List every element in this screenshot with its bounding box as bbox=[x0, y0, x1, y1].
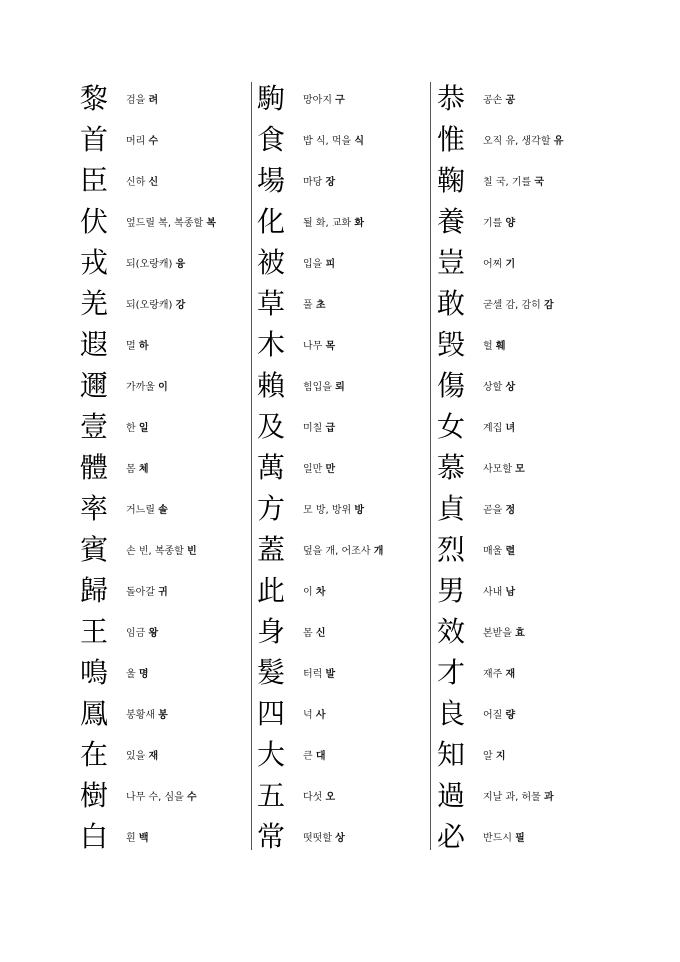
hanja-character: 知 bbox=[437, 737, 466, 771]
hanja-meaning bbox=[126, 665, 149, 680]
character-entry bbox=[437, 652, 617, 693]
meaning-text: 손 빈, 복종할 bbox=[126, 546, 184, 557]
hanja-meaning bbox=[126, 583, 168, 598]
character-entry bbox=[437, 160, 617, 201]
hanja-meaning bbox=[126, 91, 158, 106]
hanja-character: 體 bbox=[80, 450, 109, 484]
reading-sound: 화 bbox=[354, 218, 365, 229]
hanja-character: 及 bbox=[257, 409, 286, 443]
hanja-meaning bbox=[303, 255, 335, 270]
reading-sound: 백 bbox=[138, 833, 149, 844]
character-entry bbox=[257, 78, 437, 119]
character-entry bbox=[437, 201, 617, 242]
character-entry bbox=[437, 488, 617, 529]
hanja-meaning bbox=[126, 173, 158, 188]
hanja-character: 貞 bbox=[437, 491, 466, 525]
meaning-text: 되(오랑캐) bbox=[126, 300, 173, 311]
hanja-meaning bbox=[483, 337, 506, 352]
reading-sound: 과 bbox=[544, 792, 554, 803]
meaning-text: 한 bbox=[126, 423, 136, 434]
character-entry bbox=[437, 816, 617, 857]
hanja-meaning bbox=[483, 501, 515, 516]
character-entry bbox=[257, 693, 437, 734]
hanja-meaning bbox=[126, 255, 185, 270]
hanja-character: 賴 bbox=[257, 368, 286, 402]
meaning-text: 어질 bbox=[483, 710, 503, 721]
character-entry bbox=[257, 529, 437, 570]
hanja-character: 效 bbox=[437, 614, 466, 648]
hanja-meaning bbox=[483, 624, 525, 639]
hanja-meaning bbox=[303, 624, 326, 639]
hanja-character: 鳳 bbox=[80, 696, 109, 730]
character-entry bbox=[437, 365, 617, 406]
hanja-meaning bbox=[483, 255, 515, 270]
character-entry bbox=[257, 242, 437, 283]
hanja-character: 養 bbox=[437, 204, 466, 238]
reading-sound: 만 bbox=[325, 464, 336, 475]
meaning-text: 가까울 bbox=[126, 382, 155, 393]
reading-sound: 구 bbox=[335, 95, 345, 106]
meaning-text: 될 화, 교화 bbox=[303, 218, 352, 229]
reading-sound: 개 bbox=[373, 546, 384, 557]
character-entry bbox=[437, 242, 617, 283]
character-entry bbox=[257, 406, 437, 447]
hanja-character: 蓋 bbox=[257, 532, 286, 566]
meaning-text: 오직 유, 생각할 bbox=[483, 136, 551, 147]
meaning-text: 이 bbox=[303, 587, 313, 598]
meaning-text: 덮을 개, 어조사 bbox=[303, 546, 371, 557]
meaning-text: 마당 bbox=[303, 177, 323, 188]
meaning-text: 일만 bbox=[303, 464, 323, 475]
meaning-text: 상할 bbox=[483, 382, 503, 393]
hanja-meaning bbox=[303, 747, 326, 762]
meaning-text: 임금 bbox=[126, 628, 146, 639]
reading-sound: 상 bbox=[505, 382, 516, 393]
meaning-text: 멀 bbox=[126, 341, 136, 352]
hanja-character: 遐 bbox=[80, 327, 109, 361]
character-entry bbox=[257, 775, 437, 816]
reading-sound: 량 bbox=[505, 710, 516, 721]
character-entry bbox=[437, 406, 617, 447]
reading-sound: 재 bbox=[505, 669, 516, 680]
meaning-text: 칠 국, 기를 bbox=[483, 177, 532, 188]
hanja-meaning bbox=[483, 788, 554, 803]
character-entry bbox=[437, 611, 617, 652]
hanja-character: 黎 bbox=[80, 81, 109, 115]
hanja-character: 率 bbox=[80, 491, 109, 525]
reading-sound: 감 bbox=[544, 300, 554, 311]
meaning-text: 울 bbox=[126, 669, 136, 680]
meaning-text: 사모할 bbox=[483, 464, 512, 475]
hanja-character: 首 bbox=[80, 122, 109, 156]
hanja-character: 烈 bbox=[437, 532, 466, 566]
hanja-character: 豈 bbox=[437, 245, 466, 279]
character-entry bbox=[437, 570, 617, 611]
character-entry bbox=[257, 488, 437, 529]
hanja-meaning bbox=[303, 91, 345, 106]
meaning-text: 풀 bbox=[303, 300, 313, 311]
meaning-text: 검을 bbox=[126, 95, 146, 106]
reading-sound: 차 bbox=[315, 587, 326, 598]
hanja-meaning bbox=[126, 706, 168, 721]
meaning-text: 반드시 bbox=[483, 833, 512, 844]
reading-sound: 왕 bbox=[148, 628, 159, 639]
meaning-text: 거느릴 bbox=[126, 505, 155, 516]
character-entry bbox=[257, 734, 437, 775]
reading-sound: 국 bbox=[534, 177, 545, 188]
character-entry bbox=[80, 78, 260, 119]
character-entry bbox=[437, 693, 617, 734]
hanja-character: 被 bbox=[257, 245, 286, 279]
meaning-text: 나무 수, 심을 bbox=[126, 792, 184, 803]
hanja-character: 毁 bbox=[437, 327, 466, 361]
hanja-meaning bbox=[483, 419, 515, 434]
hanja-meaning bbox=[126, 337, 149, 352]
hanja-meaning bbox=[303, 501, 364, 516]
hanja-character: 歸 bbox=[80, 573, 109, 607]
hanja-meaning bbox=[303, 378, 345, 393]
hanja-meaning bbox=[303, 460, 335, 475]
character-entry bbox=[437, 529, 617, 570]
hanja-meaning bbox=[303, 296, 326, 311]
character-entry bbox=[80, 242, 260, 283]
character-entry bbox=[80, 406, 260, 447]
hanja-character: 大 bbox=[257, 737, 286, 771]
character-entry bbox=[257, 201, 437, 242]
meaning-text: 모 방, 방위 bbox=[303, 505, 352, 516]
reading-sound: 솔 bbox=[158, 505, 168, 516]
meaning-text: 헐 bbox=[483, 341, 493, 352]
reading-sound: 훼 bbox=[495, 341, 506, 352]
character-entry bbox=[80, 160, 260, 201]
character-entry bbox=[437, 447, 617, 488]
hanja-character: 木 bbox=[257, 327, 286, 361]
hanja-character: 四 bbox=[257, 696, 286, 730]
reading-sound: 융 bbox=[175, 259, 186, 270]
character-entry bbox=[80, 734, 260, 775]
character-entry bbox=[257, 570, 437, 611]
character-entry bbox=[80, 611, 260, 652]
hanja-meaning bbox=[303, 214, 364, 229]
hanja-meaning bbox=[483, 583, 515, 598]
hanja-meaning bbox=[126, 214, 216, 229]
hanja-meaning bbox=[303, 829, 345, 844]
reading-sound: 사 bbox=[315, 710, 326, 721]
reading-sound: 초 bbox=[315, 300, 326, 311]
hanja-character: 鞠 bbox=[437, 163, 466, 197]
hanja-meaning bbox=[126, 378, 168, 393]
reading-sound: 렬 bbox=[505, 546, 516, 557]
hanja-meaning bbox=[483, 706, 515, 721]
hanja-meaning bbox=[126, 460, 149, 475]
hanja-character: 萬 bbox=[257, 450, 286, 484]
hanja-character: 戎 bbox=[80, 245, 109, 279]
character-entry bbox=[437, 78, 617, 119]
reading-sound: 체 bbox=[138, 464, 149, 475]
hanja-character: 伏 bbox=[80, 204, 109, 238]
hanja-character: 必 bbox=[437, 819, 466, 853]
hanja-character: 鳴 bbox=[80, 655, 109, 689]
hanja-character: 敢 bbox=[437, 286, 466, 320]
hanja-character: 場 bbox=[257, 163, 286, 197]
character-entry bbox=[257, 324, 437, 365]
hanja-character: 常 bbox=[257, 819, 286, 853]
reading-sound: 정 bbox=[505, 505, 516, 516]
character-entry bbox=[257, 447, 437, 488]
reading-sound: 대 bbox=[315, 751, 326, 762]
meaning-text: 다섯 bbox=[303, 792, 323, 803]
reading-sound: 귀 bbox=[158, 587, 168, 598]
reading-sound: 지 bbox=[495, 751, 506, 762]
character-entry bbox=[437, 283, 617, 324]
hanja-meaning bbox=[483, 214, 515, 229]
meaning-text: 흰 bbox=[126, 833, 136, 844]
meaning-text: 공손 bbox=[483, 95, 503, 106]
hanja-character: 駒 bbox=[257, 81, 286, 115]
hanja-character: 五 bbox=[257, 778, 286, 812]
meaning-text: 나무 bbox=[303, 341, 323, 352]
character-entry bbox=[437, 734, 617, 775]
character-entry bbox=[80, 201, 260, 242]
reading-sound: 하 bbox=[138, 341, 149, 352]
hanja-character: 身 bbox=[257, 614, 286, 648]
reading-sound: 방 bbox=[354, 505, 365, 516]
hanja-meaning bbox=[126, 788, 197, 803]
hanja-character: 食 bbox=[257, 122, 286, 156]
column-2 bbox=[257, 78, 437, 857]
character-entry bbox=[80, 816, 260, 857]
hanja-character: 壹 bbox=[80, 409, 109, 443]
hanja-meaning bbox=[483, 460, 525, 475]
character-entry bbox=[257, 283, 437, 324]
meaning-text: 큰 bbox=[303, 751, 313, 762]
meaning-text: 망아지 bbox=[303, 95, 332, 106]
meaning-text: 힘입을 bbox=[303, 382, 332, 393]
hanja-character: 臣 bbox=[80, 163, 109, 197]
reading-sound: 목 bbox=[325, 341, 336, 352]
hanja-meaning bbox=[483, 829, 525, 844]
meaning-text: 있을 bbox=[126, 751, 146, 762]
hanja-character: 白 bbox=[80, 819, 109, 853]
character-entry bbox=[437, 119, 617, 160]
meaning-text: 사내 bbox=[483, 587, 503, 598]
reading-sound: 오 bbox=[325, 792, 336, 803]
reading-sound: 수 bbox=[187, 792, 197, 803]
reading-sound: 빈 bbox=[187, 546, 197, 557]
hanja-character: 傷 bbox=[437, 368, 466, 402]
reading-sound: 남 bbox=[505, 587, 516, 598]
hanja-meaning bbox=[483, 296, 554, 311]
hanja-character: 惟 bbox=[437, 122, 466, 156]
character-entry bbox=[80, 652, 260, 693]
meaning-text: 몸 bbox=[303, 628, 313, 639]
hanja-meaning bbox=[303, 788, 335, 803]
hanja-meaning bbox=[303, 337, 335, 352]
reading-sound: 뢰 bbox=[335, 382, 345, 393]
character-entry bbox=[80, 693, 260, 734]
meaning-text: 계집 bbox=[483, 423, 503, 434]
hanja-character: 草 bbox=[257, 286, 286, 320]
hanja-character: 恭 bbox=[437, 81, 466, 115]
meaning-text: 굳셀 감, 감히 bbox=[483, 300, 541, 311]
hanja-meaning bbox=[126, 501, 168, 516]
reading-sound: 발 bbox=[325, 669, 336, 680]
reading-sound: 봉 bbox=[158, 710, 168, 721]
reading-sound: 명 bbox=[138, 669, 149, 680]
meaning-text: 신하 bbox=[126, 177, 146, 188]
hanja-character: 過 bbox=[437, 778, 466, 812]
hanja-meaning bbox=[126, 132, 158, 147]
reading-sound: 복 bbox=[206, 218, 217, 229]
meaning-text: 머리 bbox=[126, 136, 146, 147]
hanja-meaning bbox=[126, 624, 158, 639]
hanja-character: 樹 bbox=[80, 778, 109, 812]
character-entry bbox=[80, 570, 260, 611]
meaning-text: 지날 과, 허물 bbox=[483, 792, 541, 803]
reading-sound: 식 bbox=[354, 136, 365, 147]
hanja-meaning bbox=[483, 132, 563, 147]
character-entry bbox=[257, 816, 437, 857]
hanja-meaning bbox=[303, 706, 326, 721]
hanja-character: 髮 bbox=[257, 655, 286, 689]
hanja-character: 化 bbox=[257, 204, 286, 238]
hanja-meaning bbox=[303, 665, 335, 680]
hanja-meaning bbox=[126, 296, 185, 311]
column-1 bbox=[80, 78, 260, 857]
hanja-character: 羌 bbox=[80, 286, 109, 320]
hanja-character: 良 bbox=[437, 696, 466, 730]
hanja-meaning bbox=[303, 583, 326, 598]
meaning-text: 재주 bbox=[483, 669, 503, 680]
character-entry bbox=[257, 160, 437, 201]
meaning-text: 미칠 bbox=[303, 423, 323, 434]
hanja-meaning bbox=[483, 747, 506, 762]
meaning-text: 되(오랑캐) bbox=[126, 259, 173, 270]
reading-sound: 양 bbox=[505, 218, 516, 229]
meaning-text: 터럭 bbox=[303, 669, 323, 680]
character-entry bbox=[437, 324, 617, 365]
reading-sound: 신 bbox=[315, 628, 326, 639]
reading-sound: 재 bbox=[148, 751, 159, 762]
reading-sound: 녀 bbox=[505, 423, 516, 434]
hanja-meaning bbox=[483, 542, 515, 557]
character-entry bbox=[80, 365, 260, 406]
hanja-character: 此 bbox=[257, 573, 286, 607]
hanja-character: 方 bbox=[257, 491, 286, 525]
reading-sound: 려 bbox=[148, 95, 159, 106]
reading-sound: 급 bbox=[325, 423, 336, 434]
hanja-meaning bbox=[126, 829, 149, 844]
reading-sound: 필 bbox=[515, 833, 525, 844]
character-entry bbox=[257, 365, 437, 406]
meaning-text: 밥 식, 먹을 bbox=[303, 136, 352, 147]
hanja-meaning bbox=[483, 665, 515, 680]
hanja-character: 賓 bbox=[80, 532, 109, 566]
reading-sound: 모 bbox=[515, 464, 525, 475]
reading-sound: 효 bbox=[515, 628, 525, 639]
reading-sound: 이 bbox=[158, 382, 168, 393]
meaning-text: 봉황새 bbox=[126, 710, 155, 721]
meaning-text: 매울 bbox=[483, 546, 503, 557]
reading-sound: 수 bbox=[148, 136, 159, 147]
reading-sound: 피 bbox=[325, 259, 336, 270]
hanja-character: 女 bbox=[437, 409, 466, 443]
hanja-meaning bbox=[483, 173, 544, 188]
reading-sound: 신 bbox=[148, 177, 159, 188]
character-entry bbox=[80, 283, 260, 324]
hanja-meaning bbox=[303, 419, 335, 434]
meaning-text: 어찌 bbox=[483, 259, 503, 270]
meaning-text: 입을 bbox=[303, 259, 323, 270]
reading-sound: 공 bbox=[505, 95, 516, 106]
character-entry bbox=[80, 529, 260, 570]
hanja-meaning bbox=[303, 542, 383, 557]
reading-sound: 유 bbox=[553, 136, 564, 147]
reading-sound: 강 bbox=[175, 300, 186, 311]
hanja-meaning bbox=[483, 378, 515, 393]
character-entry bbox=[80, 447, 260, 488]
meaning-text: 본받을 bbox=[483, 628, 512, 639]
character-entry bbox=[80, 488, 260, 529]
meaning-text: 돌아갈 bbox=[126, 587, 155, 598]
meaning-text: 기를 bbox=[483, 218, 503, 229]
meaning-text: 알 bbox=[483, 751, 493, 762]
reading-sound: 장 bbox=[325, 177, 336, 188]
hanja-meaning bbox=[303, 173, 335, 188]
hanja-meaning bbox=[126, 419, 149, 434]
hanja-meaning bbox=[126, 542, 197, 557]
character-entry bbox=[257, 611, 437, 652]
meaning-text: 엎드릴 복, 복종할 bbox=[126, 218, 204, 229]
reading-sound: 일 bbox=[138, 423, 149, 434]
reading-sound: 상 bbox=[335, 833, 345, 844]
hanja-meaning bbox=[303, 132, 364, 147]
hanja-meaning bbox=[126, 747, 158, 762]
meaning-text: 떳떳할 bbox=[303, 833, 332, 844]
character-entry bbox=[80, 324, 260, 365]
character-entry bbox=[257, 119, 437, 160]
hanja-meaning bbox=[483, 91, 515, 106]
hanja-character: 男 bbox=[437, 573, 466, 607]
character-entry bbox=[80, 775, 260, 816]
hanja-character: 王 bbox=[80, 614, 109, 648]
column-3 bbox=[437, 78, 617, 857]
hanja-character: 在 bbox=[80, 737, 109, 771]
character-entry bbox=[437, 775, 617, 816]
character-entry bbox=[80, 119, 260, 160]
meaning-text: 넉 bbox=[303, 710, 313, 721]
reading-sound: 기 bbox=[505, 259, 516, 270]
hanja-character: 邇 bbox=[80, 368, 109, 402]
hanja-character: 才 bbox=[437, 655, 466, 689]
hanja-character: 慕 bbox=[437, 450, 466, 484]
meaning-text: 몸 bbox=[126, 464, 136, 475]
meaning-text: 곧을 bbox=[483, 505, 503, 516]
character-entry bbox=[257, 652, 437, 693]
